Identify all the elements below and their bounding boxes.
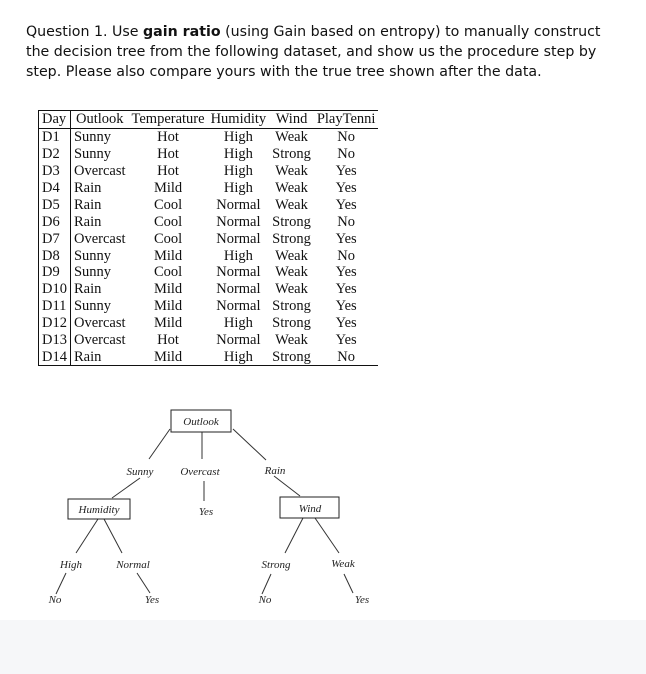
cell-wind: Weak [275,196,308,213]
table-row [39,281,379,298]
cell-outlook: Sunny [73,264,112,281]
cell-wind: Strong [272,298,311,315]
edge-high-no [56,573,66,594]
cell-temperature: Hot [157,129,179,146]
edge-normal-yes [137,573,150,593]
overcast-leaf-label: Yes [198,506,214,518]
edge-outlook-rain [233,429,266,460]
cell-wind: Weak [275,129,308,146]
cell-day: D10 [39,281,71,298]
cell-humidity: High [223,163,253,180]
cell-playtennis: No [337,213,355,230]
cell-temperature: Mild [153,348,183,365]
cell-day: D8 [39,247,71,264]
cell-humidity: Normal [216,196,261,213]
cell-day: D5 [39,196,71,213]
cell-day: D4 [39,180,71,197]
branch-strong-label: Strong [261,559,291,571]
cell-playtennis: Yes [335,264,357,281]
cell-wind: Weak [275,163,308,180]
cell-day: D7 [39,230,71,247]
cell-outlook: Rain [73,281,102,298]
cell-wind: Strong [272,315,311,332]
question-bold-term: gain ratio [143,24,221,40]
cell-outlook: Rain [73,348,102,365]
header-playtennis: PlayTenni [316,111,376,128]
humidity-node-label: Humidity [78,504,120,516]
cell-wind: Strong [272,230,311,247]
cell-humidity: Normal [216,332,261,349]
header-outlook: Outlook [75,111,124,128]
edge-rain-wind [274,476,300,496]
edge-outlook-sunny [149,429,170,459]
header-temperature: Temperature [131,111,205,128]
cell-playtennis: Yes [335,332,357,349]
cell-outlook: Sunny [73,247,112,264]
cell-playtennis: Yes [335,180,357,196]
table-header-row [39,111,379,129]
cell-temperature: Mild [153,298,183,315]
cell-temperature: Mild [153,247,183,264]
cell-wind: Strong [272,146,311,163]
table-row [39,128,379,145]
cell-temperature: Mild [153,315,183,332]
cell-outlook: Rain [73,213,102,230]
leaf-normal-yes-label: Yes [144,594,160,606]
table-row [39,315,379,332]
cell-playtennis: Yes [335,281,357,298]
leaf-high-no-label: No [48,594,62,606]
leaf-strong-no-label: No [258,594,272,606]
cell-temperature: Cool [153,230,183,247]
cell-playtennis: Yes [335,315,357,332]
cell-outlook: Sunny [73,298,112,315]
cell-day: D14 [39,348,71,365]
header-wind: Wind [275,111,308,128]
cell-day: D1 [39,128,71,145]
cell-wind: Weak [275,281,308,298]
cell-humidity: High [223,315,253,332]
table-row [39,146,379,163]
question-rest: (using Gain based on entropy) to manually construct the decision tree from the following dataset, and show us the procedure step by step. Please also compare yours with the true tree shown after the data. [26,24,601,80]
table-row [39,196,379,213]
cell-day: D11 [39,298,71,315]
question-text [26,22,626,82]
cell-playtennis: No [337,247,355,264]
branch-high-label: High [60,559,82,571]
cell-day: D6 [39,213,71,230]
cell-outlook: Sunny [73,129,112,146]
cell-outlook: Sunny [73,146,112,163]
cell-temperature: Cool [153,196,183,213]
branch-normal-label: Normal [116,559,150,571]
table-row [39,180,379,197]
cell-humidity: Normal [216,213,261,230]
cell-temperature: Mild [153,281,183,298]
edge-weak-yes [344,574,353,593]
root-node-label: Outlook [183,416,219,428]
cell-wind: Strong [272,213,311,230]
edge-wind-strong [285,518,303,553]
header-humidity: Humidity [210,111,267,128]
cell-playtennis: Yes [335,196,357,213]
branch-sunny-label: Sunny [126,466,154,478]
edge-humidity-normal [104,519,122,553]
cell-outlook: Overcast [73,230,126,247]
cell-wind: Weak [275,332,308,349]
cell-playtennis: No [337,348,355,365]
dataset-table [38,110,378,366]
wind-node-label: Wind [298,503,322,515]
cell-outlook: Rain [73,180,102,196]
cell-temperature: Cool [153,264,183,281]
dataset-table-container [38,110,378,366]
cell-playtennis: Yes [335,163,357,180]
edge-wind-weak [315,518,339,553]
cell-day: D12 [39,315,71,332]
cell-wind: Weak [275,180,308,196]
cell-temperature: Hot [157,332,179,349]
table-row [39,348,379,365]
leaf-weak-yes-label: Yes [354,594,370,606]
cell-playtennis: Yes [335,298,357,315]
cell-humidity: Normal [216,230,261,247]
cell-wind: Strong [272,348,311,365]
table-row [39,230,379,247]
edge-strong-no [262,574,271,594]
cell-outlook: Rain [73,196,102,213]
table-row [39,247,379,264]
cell-humidity: Normal [216,264,261,281]
table-row [39,264,379,281]
cell-day: D3 [39,163,71,180]
cell-temperature: Hot [157,163,179,180]
cell-humidity: High [223,146,253,163]
cell-temperature: Hot [157,146,179,163]
cell-humidity: High [223,129,253,146]
table-row [39,163,379,180]
cell-outlook: Overcast [73,315,126,332]
table-row [39,213,379,230]
branch-overcast-label: Overcast [180,466,220,478]
cell-wind: Weak [275,264,308,281]
cell-temperature: Cool [153,213,183,230]
header-day: Day [39,111,71,129]
table-row [39,298,379,315]
branch-rain-label: Rain [264,465,286,477]
branch-weak-label: Weak [331,558,355,570]
cell-humidity: Normal [216,281,261,298]
table-body [39,128,379,365]
edge-humidity-high [76,519,98,553]
cell-outlook: Overcast [73,332,126,349]
cell-playtennis: Yes [335,230,357,247]
cell-wind: Weak [275,247,308,264]
cell-day: D13 [39,332,71,349]
cell-temperature: Mild [153,180,183,196]
cell-humidity: High [223,180,253,196]
cell-outlook: Overcast [73,163,126,180]
cell-playtennis: No [337,146,355,163]
cell-day: D9 [39,264,71,281]
cell-day: D2 [39,146,71,163]
decision-tree [0,395,646,620]
edge-sunny-humidity [112,478,140,498]
page-footer-band [0,620,646,674]
table-row [39,332,379,349]
cell-humidity: Normal [216,298,261,315]
cell-playtennis: No [337,129,355,146]
question-lead: Question 1. Use [26,24,144,40]
cell-humidity: High [223,348,253,365]
cell-humidity: High [223,247,253,264]
